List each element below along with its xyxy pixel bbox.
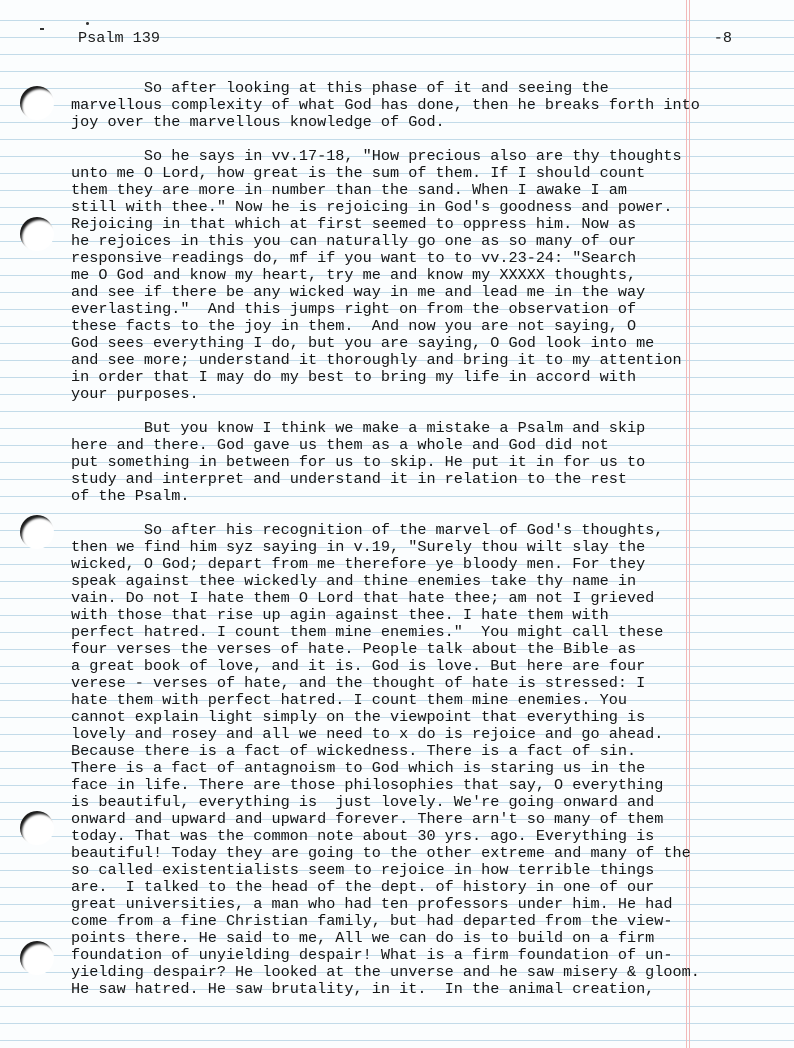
punch-hole	[20, 811, 54, 845]
text-line: then we find him syz saying in v.19, "Surely thou wilt slay the	[71, 538, 646, 556]
text-line: in order that I may do my best to bring my life in accord with	[71, 368, 637, 386]
blank-line	[71, 505, 771, 522]
body-text	[71, 80, 771, 998]
text-line: He saw hatred. He saw brutality, in it. In the animal creation,	[71, 980, 655, 998]
text-line: wicked, O God; depart from me therefore ye bloody men. For they	[71, 555, 646, 573]
page-header	[78, 29, 732, 47]
text-line: lovely and rosey and all we need to x do is rejoice and go ahead.	[71, 725, 664, 743]
text-line: here and there. God gave us them as a whole and God did not	[71, 436, 609, 454]
document-title: Psalm 139	[78, 29, 161, 47]
text-line: So after his recognition of the marvel of God's thoughts,	[71, 521, 664, 539]
text-line: onward and upward and upward forever. There arn't so many of them	[71, 810, 664, 828]
text-line: verese - verses of hate, and the thought of hate is stressed: I	[71, 674, 646, 692]
text-line: he rejoices in this you can naturally go one as so many of our	[71, 232, 637, 250]
text-line: with those that rise up agin against thee. I hate them with	[71, 606, 609, 624]
text-line: them they are more in number than the sand. When I awake I am	[71, 181, 627, 199]
page-number: -8	[713, 29, 732, 47]
text-line: So after looking at this phase of it and seeing the	[71, 79, 609, 97]
text-line: yielding despair? He looked at the unverse and he saw misery & gloom.	[71, 963, 700, 981]
text-line: your purposes.	[71, 385, 199, 403]
text-line: responsive readings do, mf if you want to to vv.23-24: "Search	[71, 249, 637, 267]
punch-hole	[20, 941, 54, 975]
text-line: face in life. There are those philosophies that say, O everything	[71, 776, 664, 794]
text-line: four verses the verses of hate. People talk about the Bible as	[71, 640, 637, 658]
text-line: these facts to the joy in them. And now you are not saying, O	[71, 317, 637, 335]
text-line: unto me O Lord, how great is the sum of them. If I should count	[71, 164, 646, 182]
text-line: and see if there be any wicked way in me and lead me in the way	[71, 283, 646, 301]
text-line: Rejoicing in that which at first seemed to oppress him. Now as	[71, 215, 637, 233]
text-line: me O God and know my heart, try me and know my XXXXX thoughts,	[71, 266, 637, 284]
text-line: There is a fact of antagnoism to God which is staring us in the	[71, 759, 646, 777]
text-line: perfect hatred. I count them mine enemies." You might call these	[71, 623, 664, 641]
text-line: foundation of unyielding despair! What is a firm foundation of un-	[71, 946, 673, 964]
text-line: beautiful! Today they are going to the other extreme and many of the	[71, 844, 691, 862]
text-line: God sees everything I do, but you are saying, O God look into me	[71, 334, 655, 352]
text-line: hate them with perfect hatred. I count them mine enemies. You	[71, 691, 627, 709]
blank-line	[71, 131, 771, 148]
text-line: points there. He said to me, All we can do is to build on a firm	[71, 929, 655, 947]
text-line: everlasting." And this jumps right on from the observation of	[71, 300, 637, 318]
text-line: marvellous complexity of what God has done, then he breaks forth into	[71, 96, 700, 114]
punch-hole	[20, 217, 54, 251]
text-line: So he says in vv.17-18, "How precious also are thy thoughts	[71, 147, 682, 165]
blank-line	[71, 403, 771, 420]
text-line: of the Psalm.	[71, 487, 190, 505]
punch-hole	[20, 515, 54, 549]
text-line: still with thee." Now he is rejoicing in God's goodness and power.	[71, 198, 673, 216]
text-line: are. I talked to the head of the dept. of history in one of our	[71, 878, 655, 896]
text-line: great universities, a man who had ten professors under him. He had	[71, 895, 673, 913]
text-line: today. That was the common note about 30 yrs. ago. Everything is	[71, 827, 655, 845]
text-line: come from a fine Christian family, but had departed from the view-	[71, 912, 673, 930]
punch-hole	[20, 86, 54, 120]
text-line: cannot explain light simply on the viewpoint that everything is	[71, 708, 646, 726]
text-line: put something in between for us to skip. He put it in for us to	[71, 453, 646, 471]
text-line: a great book of love, and it is. God is love. But here are four	[71, 657, 646, 675]
text-line: study and interpret and understand it in relation to the rest	[71, 470, 627, 488]
stray-mark	[86, 22, 89, 25]
text-line: Because there is a fact of wickedness. There is a fact of sin.	[71, 742, 637, 760]
text-line: joy over the marvellous knowledge of God.	[71, 113, 445, 131]
text-line: vain. Do not I hate them O Lord that hate thee; am not I grieved	[71, 589, 655, 607]
stray-mark	[40, 28, 44, 30]
text-line: But you know I think we make a mistake a Psalm and skip	[71, 419, 646, 437]
text-line: speak against thee wickedly and thine enemies take thy name in	[71, 572, 637, 590]
text-line: so called existentialists seem to rejoice in how terrible things	[71, 861, 655, 879]
text-line: and see more; understand it thoroughly and bring it to my attention	[71, 351, 682, 369]
text-line: is beautiful, everything is just lovely. We're going onward and	[71, 793, 655, 811]
